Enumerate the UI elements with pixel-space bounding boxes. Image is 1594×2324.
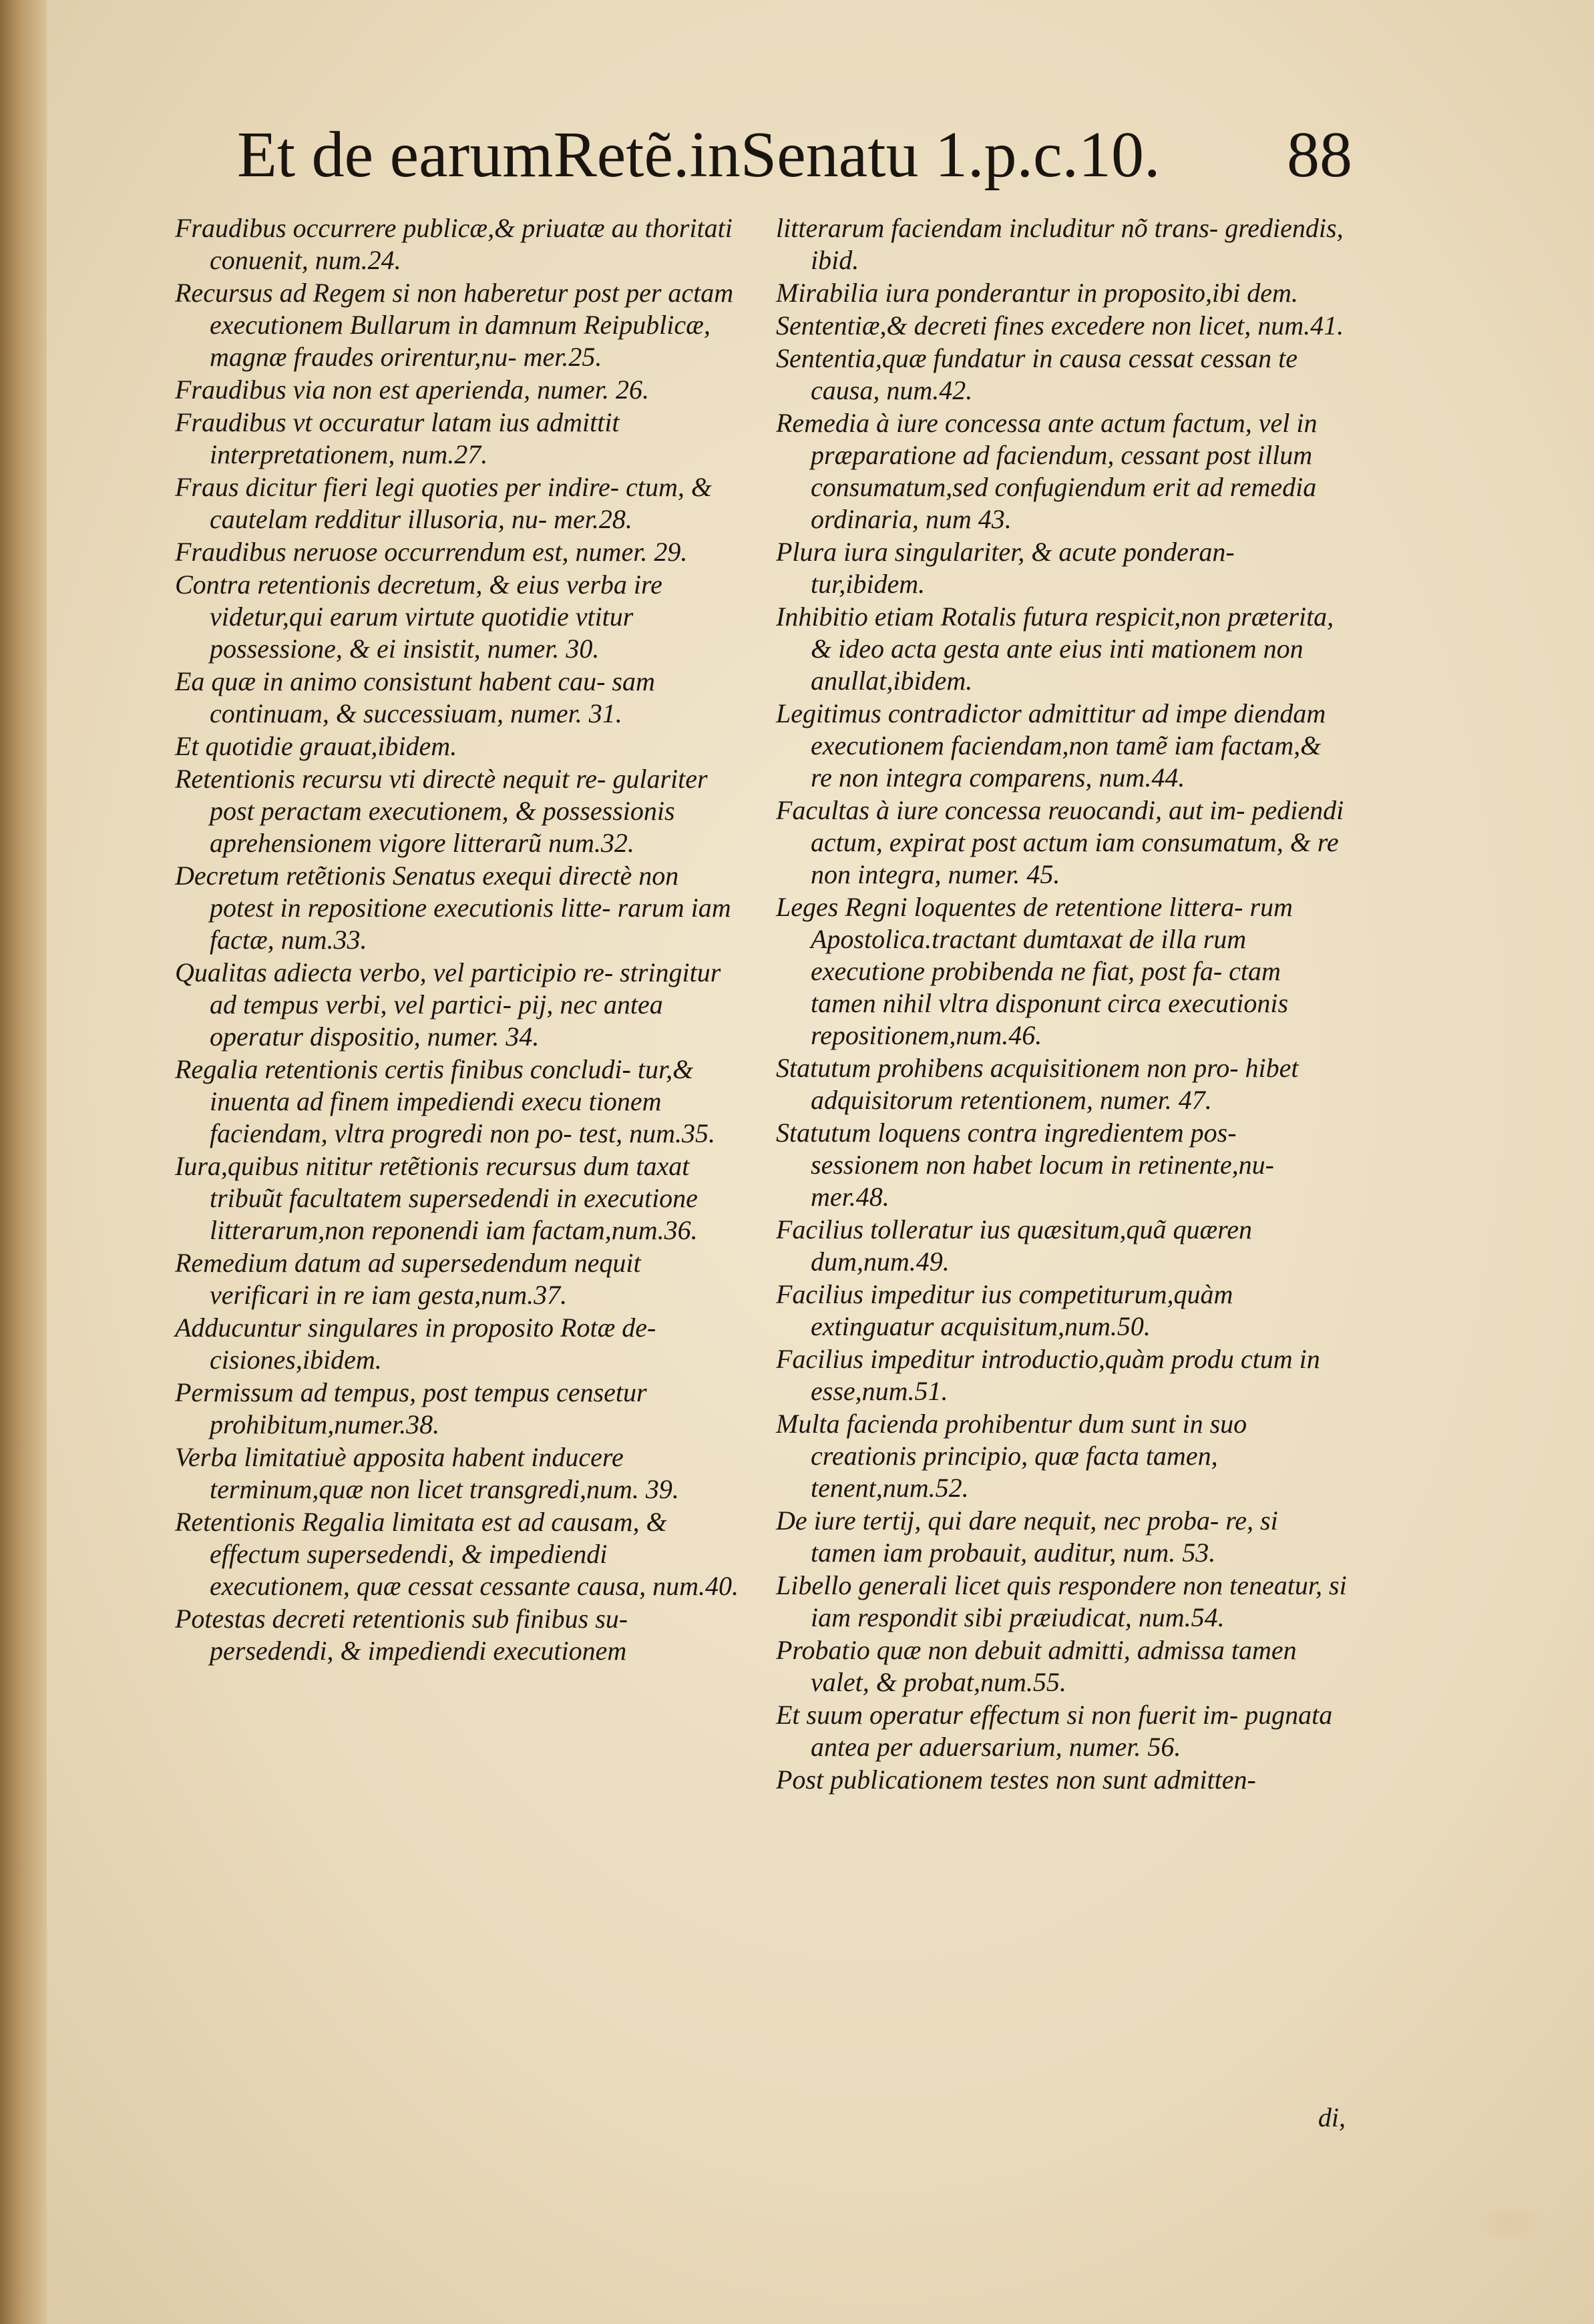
index-entry: Remedium datum ad supersedendum nequit verificari in re iam gesta,num.37. <box>175 1248 641 1310</box>
index-entry: De iure tertij, qui dare nequit, nec proba- re, si tamen iam probauit, auditur, num. 53. <box>776 1505 1278 1568</box>
index-entry: Recursus ad Regem si non haberetur post per actam executionem Bullarum in damnum Reipublicæ, magnæ fraudes orirentur,nu- mer.25. <box>175 278 734 372</box>
index-entry: Facilius tolleratur ius quæsitum,quã quæren dum,num.49. <box>776 1214 1252 1276</box>
index-entry: Facilius impeditur ius competiturum,quàm extinguatur acquisitum,num.50. <box>776 1279 1233 1341</box>
index-entry: Et suum operatur effectum si non fuerit im- pugnata antea per aduersarium, numer. 56. <box>776 1700 1333 1762</box>
paper-stain <box>1469 2203 1549 2243</box>
index-entry: Libello generali licet quis respondere non teneatur, si iam respondit sibi præiudicat, num.54. <box>776 1570 1347 1632</box>
index-entry: Legitimus contradictor admittitur ad impe diendam executionem faciendam,non tamẽ iam factam,& re non integra comparens, num.44. <box>776 698 1326 792</box>
index-entry: Fraudibus via non est aperienda, numer. 26. <box>175 375 649 405</box>
index-entry: Ea quæ in animo consistunt habent cau- sam continuam, & successiuam, numer. 31. <box>175 666 655 728</box>
index-column-right <box>776 212 1347 1797</box>
index-entry: Sententiæ,& decreti fines excedere non licet, num.41. <box>776 310 1344 340</box>
page-number: 88 <box>1287 119 1352 191</box>
index-entry: Sententia,quæ fundatur in causa cessat cessan te causa, num.42. <box>776 343 1298 405</box>
index-entry: Permissum ad tempus, post tempus censetur prohibitum,numer.38. <box>175 1377 647 1439</box>
index-entry: Retentionis recursu vti directè nequit re- gulariter post peractam executionem, & possessionis aprehensionem vigore litterarũ num.32. <box>175 764 708 858</box>
index-entry: litterarum faciendam includitur nõ trans- grediendis, ibid. <box>776 213 1344 275</box>
index-entry: Leges Regni loquentes de retentione littera- rum Apostolica.tractant dumtaxat de illa rum executione probibenda ne fiat, post fa- ctam tamen nihil vltra disponunt circa executionis repositionem,num.46. <box>776 892 1293 1050</box>
running-title: Et de earumRetẽ.inSenatu 1.p.c.10. <box>237 119 1161 191</box>
index-entry: Contra retentionis decretum, & eius verba ire videtur,qui earum virtute quotidie vtitur possessione, & ei insistit, numer. 30. <box>175 569 662 664</box>
index-entry: Plura iura singulariter, & acute ponderan- tur,ibidem. <box>776 537 1235 599</box>
index-entry: Retentionis Regalia limitata est ad causam, & effectum supersedendi, & impediendi executionem, quæ cessat cessante causa, num.40. <box>175 1507 739 1601</box>
index-column-left <box>175 212 743 1668</box>
index-entry: Regalia retentionis certis finibus concludi- tur,& inuenta ad finem impediendi execu tionem faciendam, vltra progredi non po- test, num.35. <box>175 1054 715 1148</box>
index-entry: Fraudibus occurrere publicæ,& priuatæ au thoritati conuenit, num.24. <box>175 213 733 275</box>
index-entry: Facultas à iure concessa reuocandi, aut im- pediendi actum, expirat post actum iam consumatum, & re non integra, numer. 45. <box>776 795 1344 889</box>
index-entry: Fraudibus vt occuratur latam ius admittit interpretationem, num.27. <box>175 407 620 469</box>
index-entry: Post publicationem testes non sunt admitten- <box>776 1765 1256 1795</box>
binding-gutter <box>0 0 47 2324</box>
index-entry: Probatio quæ non debuit admitti, admissa tamen valet, & probat,num.55. <box>776 1635 1297 1697</box>
index-entry: Verba limitatiuè apposita habent inducere terminum,quæ non licet transgredi,num. 39. <box>175 1442 679 1504</box>
index-entry: Qualitas adiecta verbo, vel participio re- stringitur ad tempus verbi, vel partici- pij, nec antea operatur dispositio, numer. 34. <box>175 957 721 1052</box>
index-entry: Remedia à iure concessa ante actum factum, vel in præparatione ad faciendum, cessant post illum consumatum,sed confugiendum erit ad remedia ordinaria, num 43. <box>776 408 1318 534</box>
index-entry: Mirabilia iura ponderantur in proposito,ibi dem. <box>776 278 1298 308</box>
index-entry: Statutum loquens contra ingredientem pos- sessionem non habet locum in retinente,nu- mer.48. <box>776 1118 1274 1212</box>
index-entry: Inhibitio etiam Rotalis futura respicit,non præterita, & ideo acta gesta ante eius inti mationem non anullat,ibidem. <box>776 602 1334 696</box>
index-entry: Decretum retẽtionis Senatus exequi directè non potest in repositione executionis litte- rarum iam factæ, num.33. <box>175 861 731 955</box>
index-entry: Et quotidie grauat,ibidem. <box>175 731 457 761</box>
index-entry: Statutum prohibens acquisitionem non pro- hibet adquisitorum retentionem, numer. 47. <box>776 1053 1299 1115</box>
index-entry: Facilius impeditur introductio,quàm produ ctum in esse,num.51. <box>776 1344 1320 1406</box>
index-entry: Multa facienda prohibentur dum sunt in suo creationis principio, quæ facta tamen, tenent,num.52. <box>776 1409 1247 1503</box>
index-entry: Fraudibus neruose occurrendum est, numer. 29. <box>175 537 688 567</box>
index-entry: Adducuntur singulares in proposito Rotæ de- cisiones,ibidem. <box>175 1313 656 1375</box>
catchword: di, <box>1318 2102 1346 2132</box>
index-entry: Potestas decreti retentionis sub finibus su- persedendi, & impediendi executionem <box>175 1604 628 1666</box>
running-header <box>237 115 1352 195</box>
index-entry: Iura,quibus nititur retẽtionis recursus dum taxat tribuũt facultatem supersedendi in executione litterarum,non reponendi iam factam,num.36. <box>175 1151 698 1245</box>
index-entry: Fraus dicitur fieri legi quoties per indire- ctum, & cautelam redditur illusoria, nu- mer.28. <box>175 472 712 534</box>
